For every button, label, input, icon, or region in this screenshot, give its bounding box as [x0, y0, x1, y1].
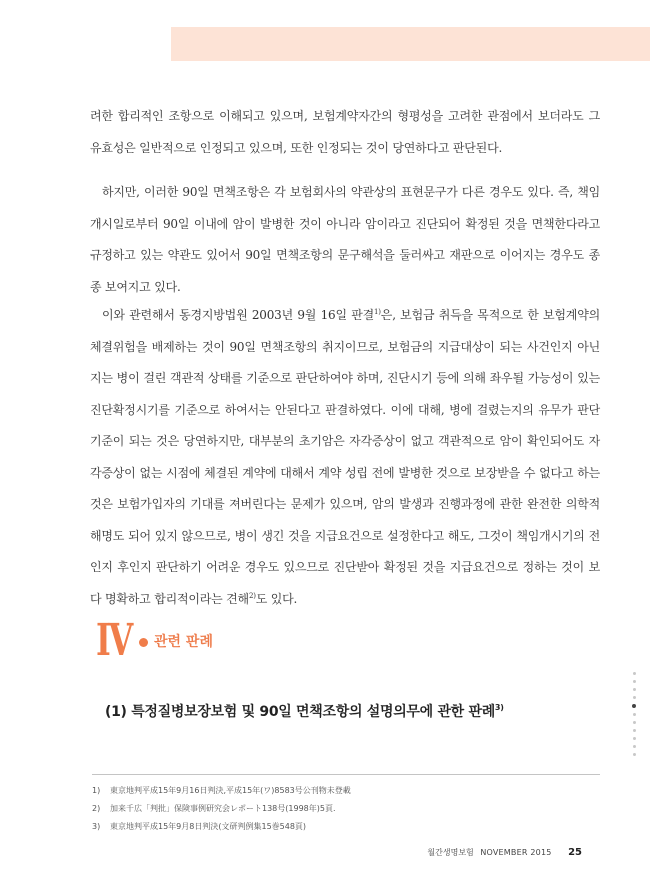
footnote-divider [92, 774, 600, 775]
body-paragraph-3 [90, 300, 600, 615]
subsection-title-text: (1) 특정질병보장보험 및 90일 면책조항의 설명의무에 관한 판례 [105, 704, 495, 720]
paragraph-3-text-c: 도 있다. [255, 591, 298, 606]
paragraph-3-text-a: 이와 관련해서 동경지방법원 2003년 9월 16일 판결 [102, 308, 374, 322]
nav-dot[interactable] [633, 688, 636, 691]
nav-dot[interactable] [633, 713, 636, 716]
footnote-ref-3[interactable]: 3) [494, 703, 504, 712]
nav-dot[interactable] [633, 696, 636, 699]
body-paragraph-2: 하지만, 이러한 90일 면책조항은 각 보험회사의 약관상의 표현문구가 다른 경우도 있다. 즉, 책임개시일로부터 90일 이내에 암이 발병한 것이 아니라 암이라고 진단되어 확정된 것을 면책한다라고 규정하고 있는 약관도 있어서 90일 면책조항의 문구해석을 둘러싸고 재판으로 이어지는 경우도 종종 보여지고 있다. [90, 185, 600, 294]
footnote-text: 東京地判平成15年9月8日判決(文研判例集15巻548頁) [110, 822, 307, 831]
footnote-ref-1[interactable]: 1) [374, 308, 381, 316]
section-title: 관련 판례 [154, 634, 213, 650]
page-number: 25 [568, 847, 582, 858]
page-dot-navigation [630, 672, 638, 761]
footnote-text: 加来千広「判批」保険事例研究会レポート138号(1998年)5頁. [110, 804, 336, 813]
footnote-number: 2) [92, 804, 101, 813]
footnote-number: 1) [92, 786, 101, 795]
footnote-number: 3) [92, 822, 101, 831]
section-numeral: IV [96, 615, 132, 666]
footnote-item [92, 782, 600, 800]
subsection-title [105, 700, 504, 724]
footnote-item [92, 818, 600, 836]
paragraph-3-text-b: 은, 보험금 취득을 목적으로 한 보험계약의 체결위험을 배제하는 것이 90일 면책조항의 취지이므로, 보험금의 지급대상이 되는 사건인지 아닌지는 병이 걸린 객관적 상태를 기준으로 판단하여야 하며, 진단시기 등에 의해 좌우될 가능성이 있는 진단확정시기를 기준으로 하여서는 안된다고 판결하였다. 이에 대해, 병에 걸렸는지의 유무가 판단기준이 되는 것은 당연하지만, 대부분의 초기암은 자각증상이 없고 객관적으로 암이 확인되어도 자각증상이 없는 시점에 체결된 계약에 대해서 계약 성립 전에 발병한 것으로 보장받을 수 없다고 하는 것은 보험가입자의 기대를 져버린다는 문제가 있으며, 암의 발생과 진행과정에 관한 완전한 의학적 해명도 되어 있지 않으므로, 병이 생긴 것을 지급요건으로 설정한다고 해도, 그것이 책임개시기의 전인지 후인지 판단하기 어려운 경우도 있으므로 진단받아 확정된 것을 지급요건으로 정하는 것이 보다 명확하고 합리적이라는 견해 [90, 308, 600, 606]
bullet-dot-icon [139, 638, 148, 647]
footnote-ref-2[interactable]: 2) [248, 591, 256, 600]
nav-dot[interactable] [633, 721, 636, 724]
nav-dot[interactable] [633, 680, 636, 683]
footnote-item [92, 800, 600, 818]
issue-month: NOVEMBER 2015 [480, 848, 552, 857]
nav-dot[interactable] [633, 753, 636, 756]
nav-dot[interactable] [633, 729, 636, 732]
nav-dot[interactable] [633, 737, 636, 740]
page-footer [427, 846, 582, 860]
nav-dot[interactable] [633, 672, 636, 675]
footnote-list [92, 782, 600, 836]
header-band [171, 27, 650, 61]
nav-dot-active[interactable] [632, 704, 636, 708]
body-paragraph-1: 려한 합리적인 조항으로 이해되고 있으며, 보험계약자간의 형평성을 고려한 관점에서 보더라도 그 유효성은 일반적으로 인정되고 있으며, 또한 인정되는 것이 당연하다고 판단된다. [90, 109, 600, 155]
nav-dot[interactable] [633, 745, 636, 748]
footnote-text: 東京地判平成15年9月16日判決,平成15年(ワ)8583号公刊物未登載 [110, 786, 351, 795]
publication-name: 월간생명보험 [427, 848, 474, 857]
